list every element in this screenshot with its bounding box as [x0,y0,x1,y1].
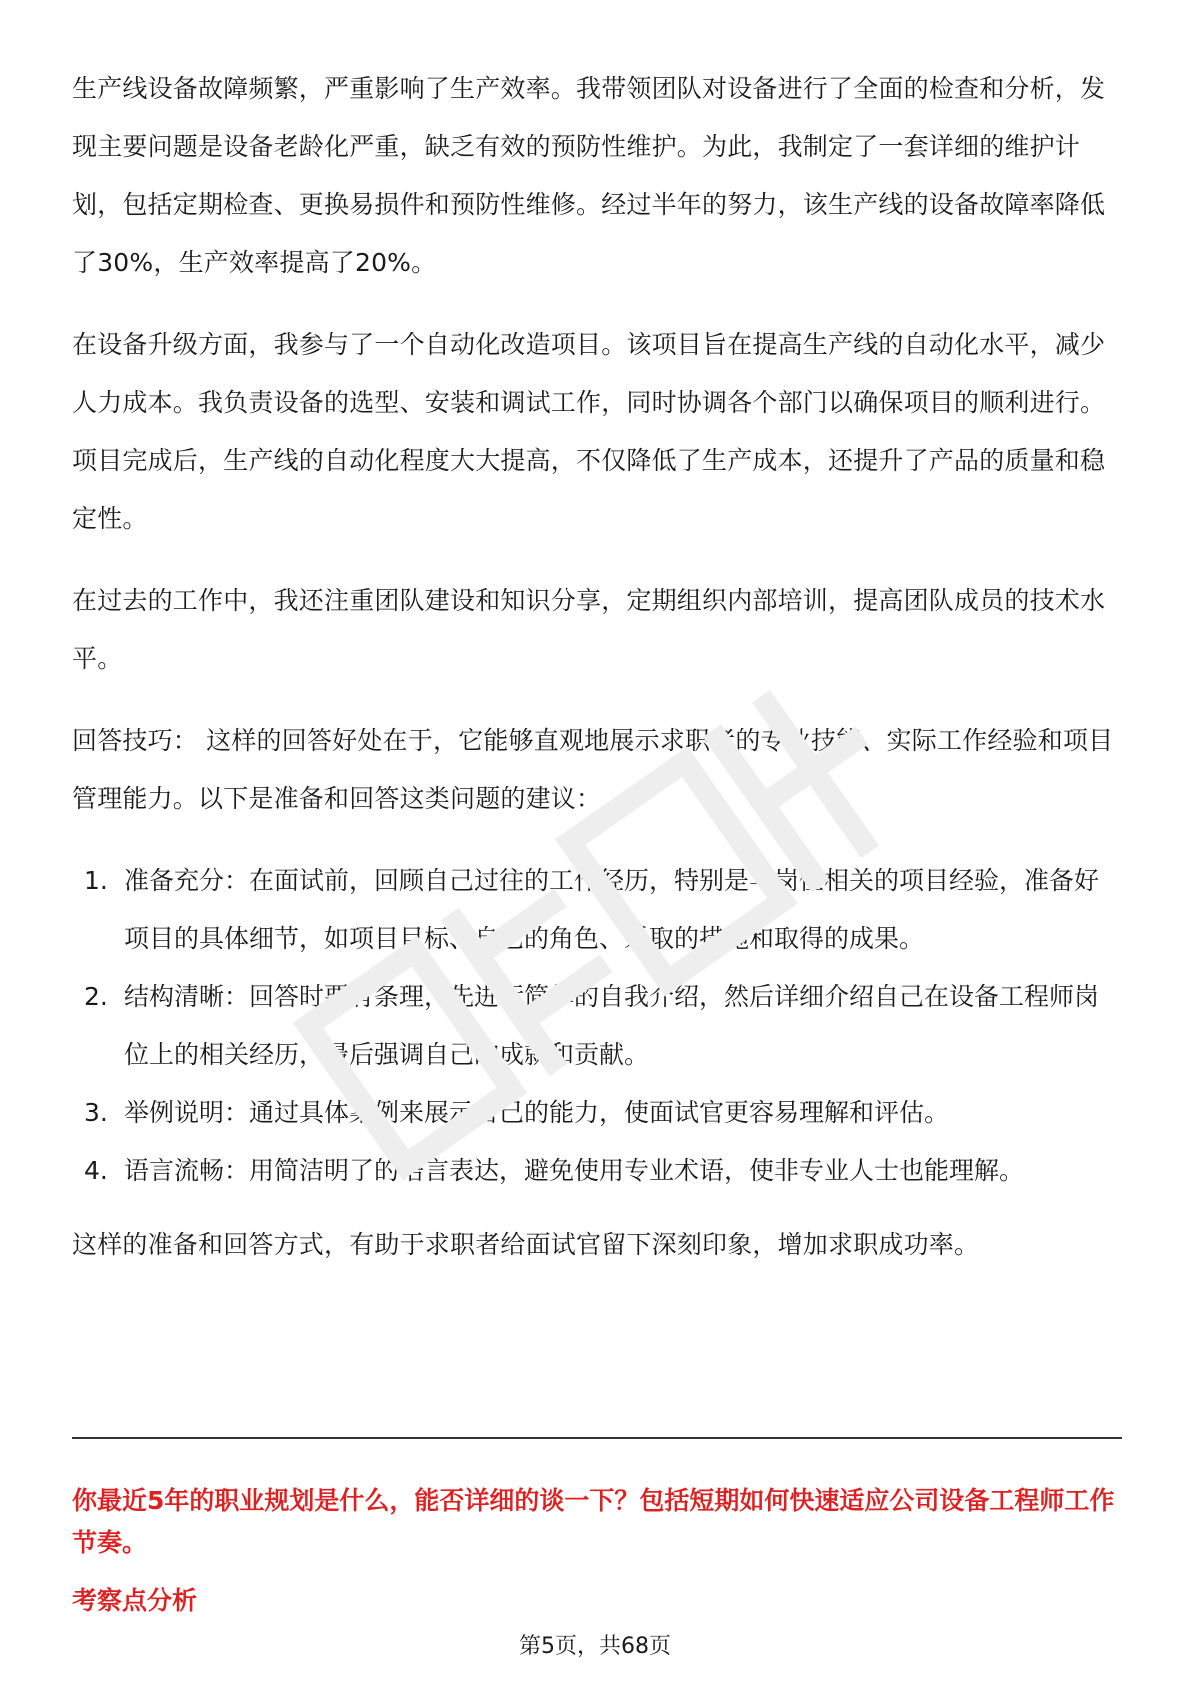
paragraph-automation: 在设备升级方面，我参与了一个自动化改造项目。该项目旨在提高生产线的自动化水平，减少人力成本。我负责设备的选型、安装和调试工作，同时协调各个部门以确保项目的顺利进行。项目完成后，生产线的自动化程度大大提高，不仅降低了生产成本，还提升了产品的质量和稳定性。 [72,330,1106,533]
list-item [72,1142,1122,1200]
paragraph-maintenance: 生产线设备故障频繁，严重影响了生产效率。我带领团队对设备进行了全面的检查和分析，发现主要问题是设备老龄化严重，缺乏有效的预防性维护。为此，我制定了一套详细的维护计划，包括定期检查、更换易损件和预防性维修。经过半年的努力，该生产线的设备故障率降低了30%，生产效率提高了20%。 [72,74,1106,277]
page-footer: 第5页，共68页 [519,1634,671,1659]
list-item-text: 准备充分：在面试前，回顾自己过往的工作经历，特别是与岗位相关的项目经验，准备好项目的具体细节，如项目目标、自己的角色、采取的措施和取得的成果。 [124,866,1100,953]
list-number: 3. [84,1098,108,1127]
paragraph-closing: 这样的准备和回答方式，有助于求职者给面试官留下深刻印象，增加求职成功率。 [72,1230,980,1259]
list-item [72,852,1122,968]
list-item [72,1084,1122,1142]
paragraph-answer-tips: 回答技巧： 这样的回答好处在于，它能够直观地展示求职者的专业技能、实际工作经验和项目管理能力。以下是准备和回答这类问题的建议： [72,726,1114,813]
document-body [72,60,1122,1298]
tips-list [72,852,1122,1200]
list-item-text: 结构清晰：回答时要有条理，先进行简单的自我介绍，然后详细介绍自己在设备工程师岗位上的相关经历，最后强调自己的成就和贡献。 [124,982,1100,1069]
list-item [72,968,1122,1084]
next-question-title: 你最近5年的职业规划是什么，能否详细的谈一下？包括短期如何快速适应公司设备工程师工作节奏。 [72,1486,1115,1557]
section-heading-analysis: 考察点分析 [72,1586,198,1615]
list-item-text: 语言流畅：用简洁明了的语言表达，避免使用专业术语，使非专业人士也能理解。 [124,1156,1025,1185]
list-number: 2. [84,982,108,1011]
list-number: 4. [84,1156,108,1185]
list-item-text: 举例说明：通过具体案例来展示自己的能力，使面试官更容易理解和评估。 [124,1098,950,1127]
list-number: 1. [84,866,108,895]
section-divider [72,1437,1122,1439]
paragraph-team: 在过去的工作中，我还注重团队建设和知识分享，定期组织内部培训，提高团队成员的技术水平。 [72,586,1106,673]
